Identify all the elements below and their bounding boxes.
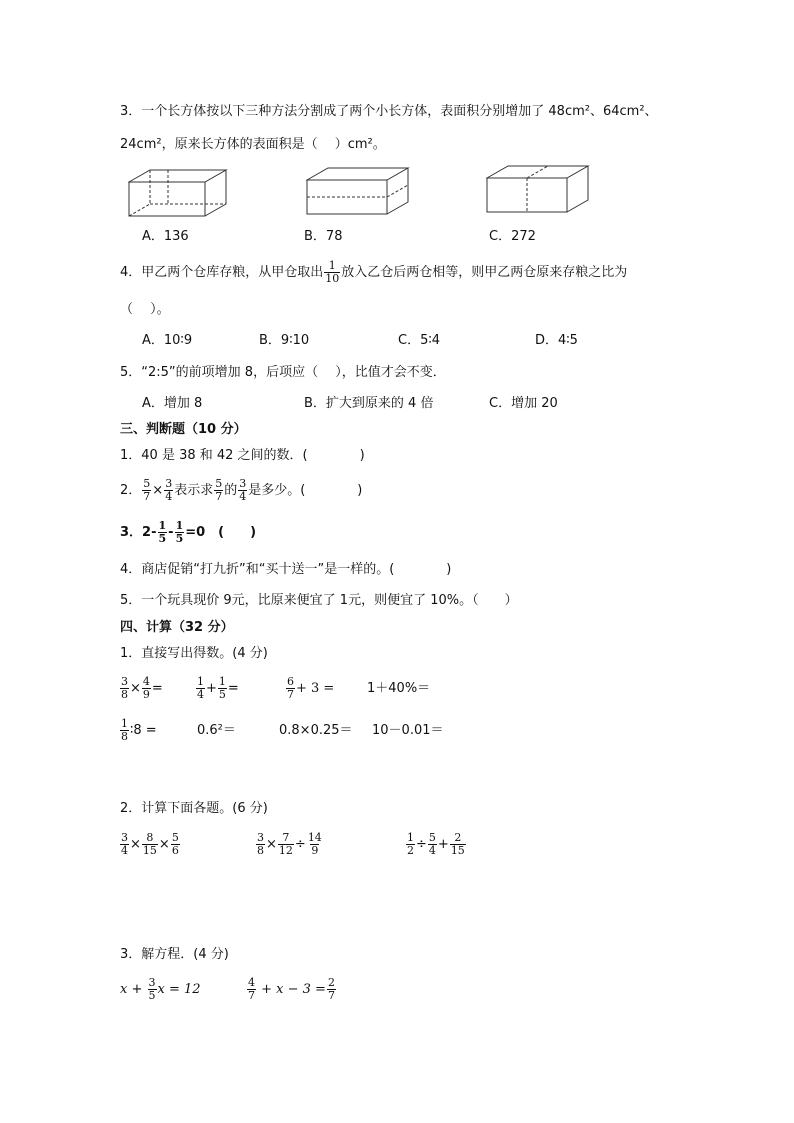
fraction: $\frac{3}{5}$ xyxy=(148,976,156,1002)
calc-part-2-title: 2．计算下面各题。(6 分) xyxy=(120,801,268,816)
calc-expr-5: $\frac{1}{8}$ ∶8 = xyxy=(121,717,157,743)
q4-text-line1 xyxy=(120,258,627,288)
fraction: $\frac{2}{7}$ xyxy=(327,976,335,1002)
judge-item-4: 4．商店促销“打九折”和“买十送一”是一样的。( ) xyxy=(120,562,452,577)
fraction: $\frac{6}{7}$ xyxy=(287,675,294,701)
q5-text: 5．“2:5”的前项增加 8，后项应（ ），比值才会不变． xyxy=(120,365,446,380)
q5-option-c[interactable]: C．增加 20 xyxy=(489,396,558,411)
judge-item-2: 2． $\frac{5}{7}$ × $\frac{3}{4}$ 表示求 $\frac{5}{7}$ 的 $\frac{3}{4}$ 是多少。( ) xyxy=(120,477,363,503)
cuboid-figure-a xyxy=(128,168,228,220)
equation-1: x + $\frac{3}{5}$ x = 12 xyxy=(120,976,201,1002)
judge-item-3: 3．2- $\frac{1}{5}$ - $\frac{1}{5}$ =0 ( ) xyxy=(120,519,257,545)
calc-expr-1: $\frac{3}{8}$ × $\frac{4}{9}$ = xyxy=(121,675,163,701)
fraction: $\frac{1}{4}$ xyxy=(197,675,204,701)
fraction: $\frac{4}{9}$ xyxy=(142,675,150,701)
q3-text-line1: 3．一个长方体按以下三种方法分割成了两个小长方体，表面积分别增加了 48cm²、64cm²、 xyxy=(120,104,658,119)
fraction: $\frac{7}{12}$ xyxy=(278,831,293,857)
q3-option-b[interactable]: B．78 xyxy=(304,229,343,244)
fraction: $\frac{3}{4}$ xyxy=(121,831,128,857)
fraction: $\frac{1}{8}$ xyxy=(121,717,128,743)
calc-problem-b: $\frac{3}{8}$ × $\frac{7}{12}$ ÷ $\frac{14}{9}$ xyxy=(257,831,322,857)
fraction: $\frac{5}{7}$ xyxy=(143,477,151,503)
fraction: $\frac{4}{7}$ xyxy=(248,976,255,1002)
fraction: $\frac{3}{8}$ xyxy=(257,831,264,857)
cuboid-figure-c xyxy=(486,164,590,216)
calc-expr-8: 10－0.01＝ xyxy=(372,723,444,738)
calc-expr-6: 0.6²＝ xyxy=(197,723,236,738)
calc-expr-4: 1＋40%＝ xyxy=(367,681,431,696)
calc-part-3-title: 3．解方程．(4 分) xyxy=(120,947,229,962)
q5-option-b[interactable]: B．扩大到原来的 4 倍 xyxy=(304,396,434,411)
calc-problem-c: $\frac{1}{2}$ ÷ $\frac{5}{4}$ + $\frac{2}{15}$ xyxy=(407,831,465,857)
calc-expr-3: $\frac{6}{7}$ + 3 = xyxy=(287,675,335,701)
judge-item-1: 1．40 是 38 和 42 之间的数．( ) xyxy=(120,448,365,463)
fraction: $\frac{2}{15}$ xyxy=(450,831,465,857)
fraction: $\frac{5}{6}$ xyxy=(171,831,179,857)
q4-option-a[interactable]: A．10∶9 xyxy=(142,333,193,348)
q4-option-d[interactable]: D．4∶5 xyxy=(535,333,578,348)
calc-expr-7: 0.8×0.25＝ xyxy=(279,723,353,738)
fraction: $\frac{5}{4}$ xyxy=(428,831,436,857)
fraction: $\frac{3}{4}$ xyxy=(165,477,173,503)
fraction: $\frac{1}{5}$ xyxy=(175,519,184,545)
section-4-title: 四、计算（32 分） xyxy=(120,620,234,635)
fraction: $\frac{1}{5}$ xyxy=(218,675,226,701)
calc-part-1-title: 1．直接写出得数。(4 分) xyxy=(120,646,268,661)
calc-expr-2: $\frac{1}{4}$ + $\frac{1}{5}$ = xyxy=(197,675,239,701)
q5-option-a[interactable]: A．增加 8 xyxy=(142,396,203,411)
judge-item-5: 5．一个玩具现价 9元，比原来便宜了 1元，则便宜了 10%。（ ） xyxy=(120,593,518,608)
q3-option-a[interactable]: A．136 xyxy=(142,229,189,244)
q3-text-line2: 24cm²，原来长方体的表面积是（ ）cm²。 xyxy=(120,137,386,152)
q4-text-line2: （ ）。 xyxy=(120,302,170,317)
fraction: $\frac{1}{2}$ xyxy=(407,831,414,857)
fraction: $\frac{3}{4}$ xyxy=(239,477,247,503)
fraction: $\frac{1}{10}$ xyxy=(325,259,340,285)
fraction: $\frac{8}{15}$ xyxy=(142,831,157,857)
q3-option-c[interactable]: C．272 xyxy=(489,229,536,244)
calc-problem-a: $\frac{3}{4}$ × $\frac{8}{15}$ × $\frac{5}{6}$ xyxy=(121,831,179,857)
q4-option-c[interactable]: C．5∶4 xyxy=(398,333,441,348)
fraction: $\frac{14}{9}$ xyxy=(307,831,322,857)
q4-option-b[interactable]: B．9∶10 xyxy=(259,333,310,348)
fraction: $\frac{1}{5}$ xyxy=(158,519,167,545)
section-3-title: 三、判断题（10 分） xyxy=(120,422,247,437)
q4-text-pre: 4．甲乙两个仓库存粮，从甲仓取出 xyxy=(120,265,324,280)
equation-2: $\frac{4}{7}$ + x − 3 = $\frac{2}{7}$ xyxy=(248,976,335,1002)
fraction: $\frac{3}{8}$ xyxy=(121,675,128,701)
fraction: $\frac{5}{7}$ xyxy=(215,477,223,503)
q4-text-post: 放入乙仓后两仓相等，则甲乙两仓原来存粮之比为 xyxy=(341,265,628,280)
cuboid-figure-b xyxy=(306,166,410,218)
